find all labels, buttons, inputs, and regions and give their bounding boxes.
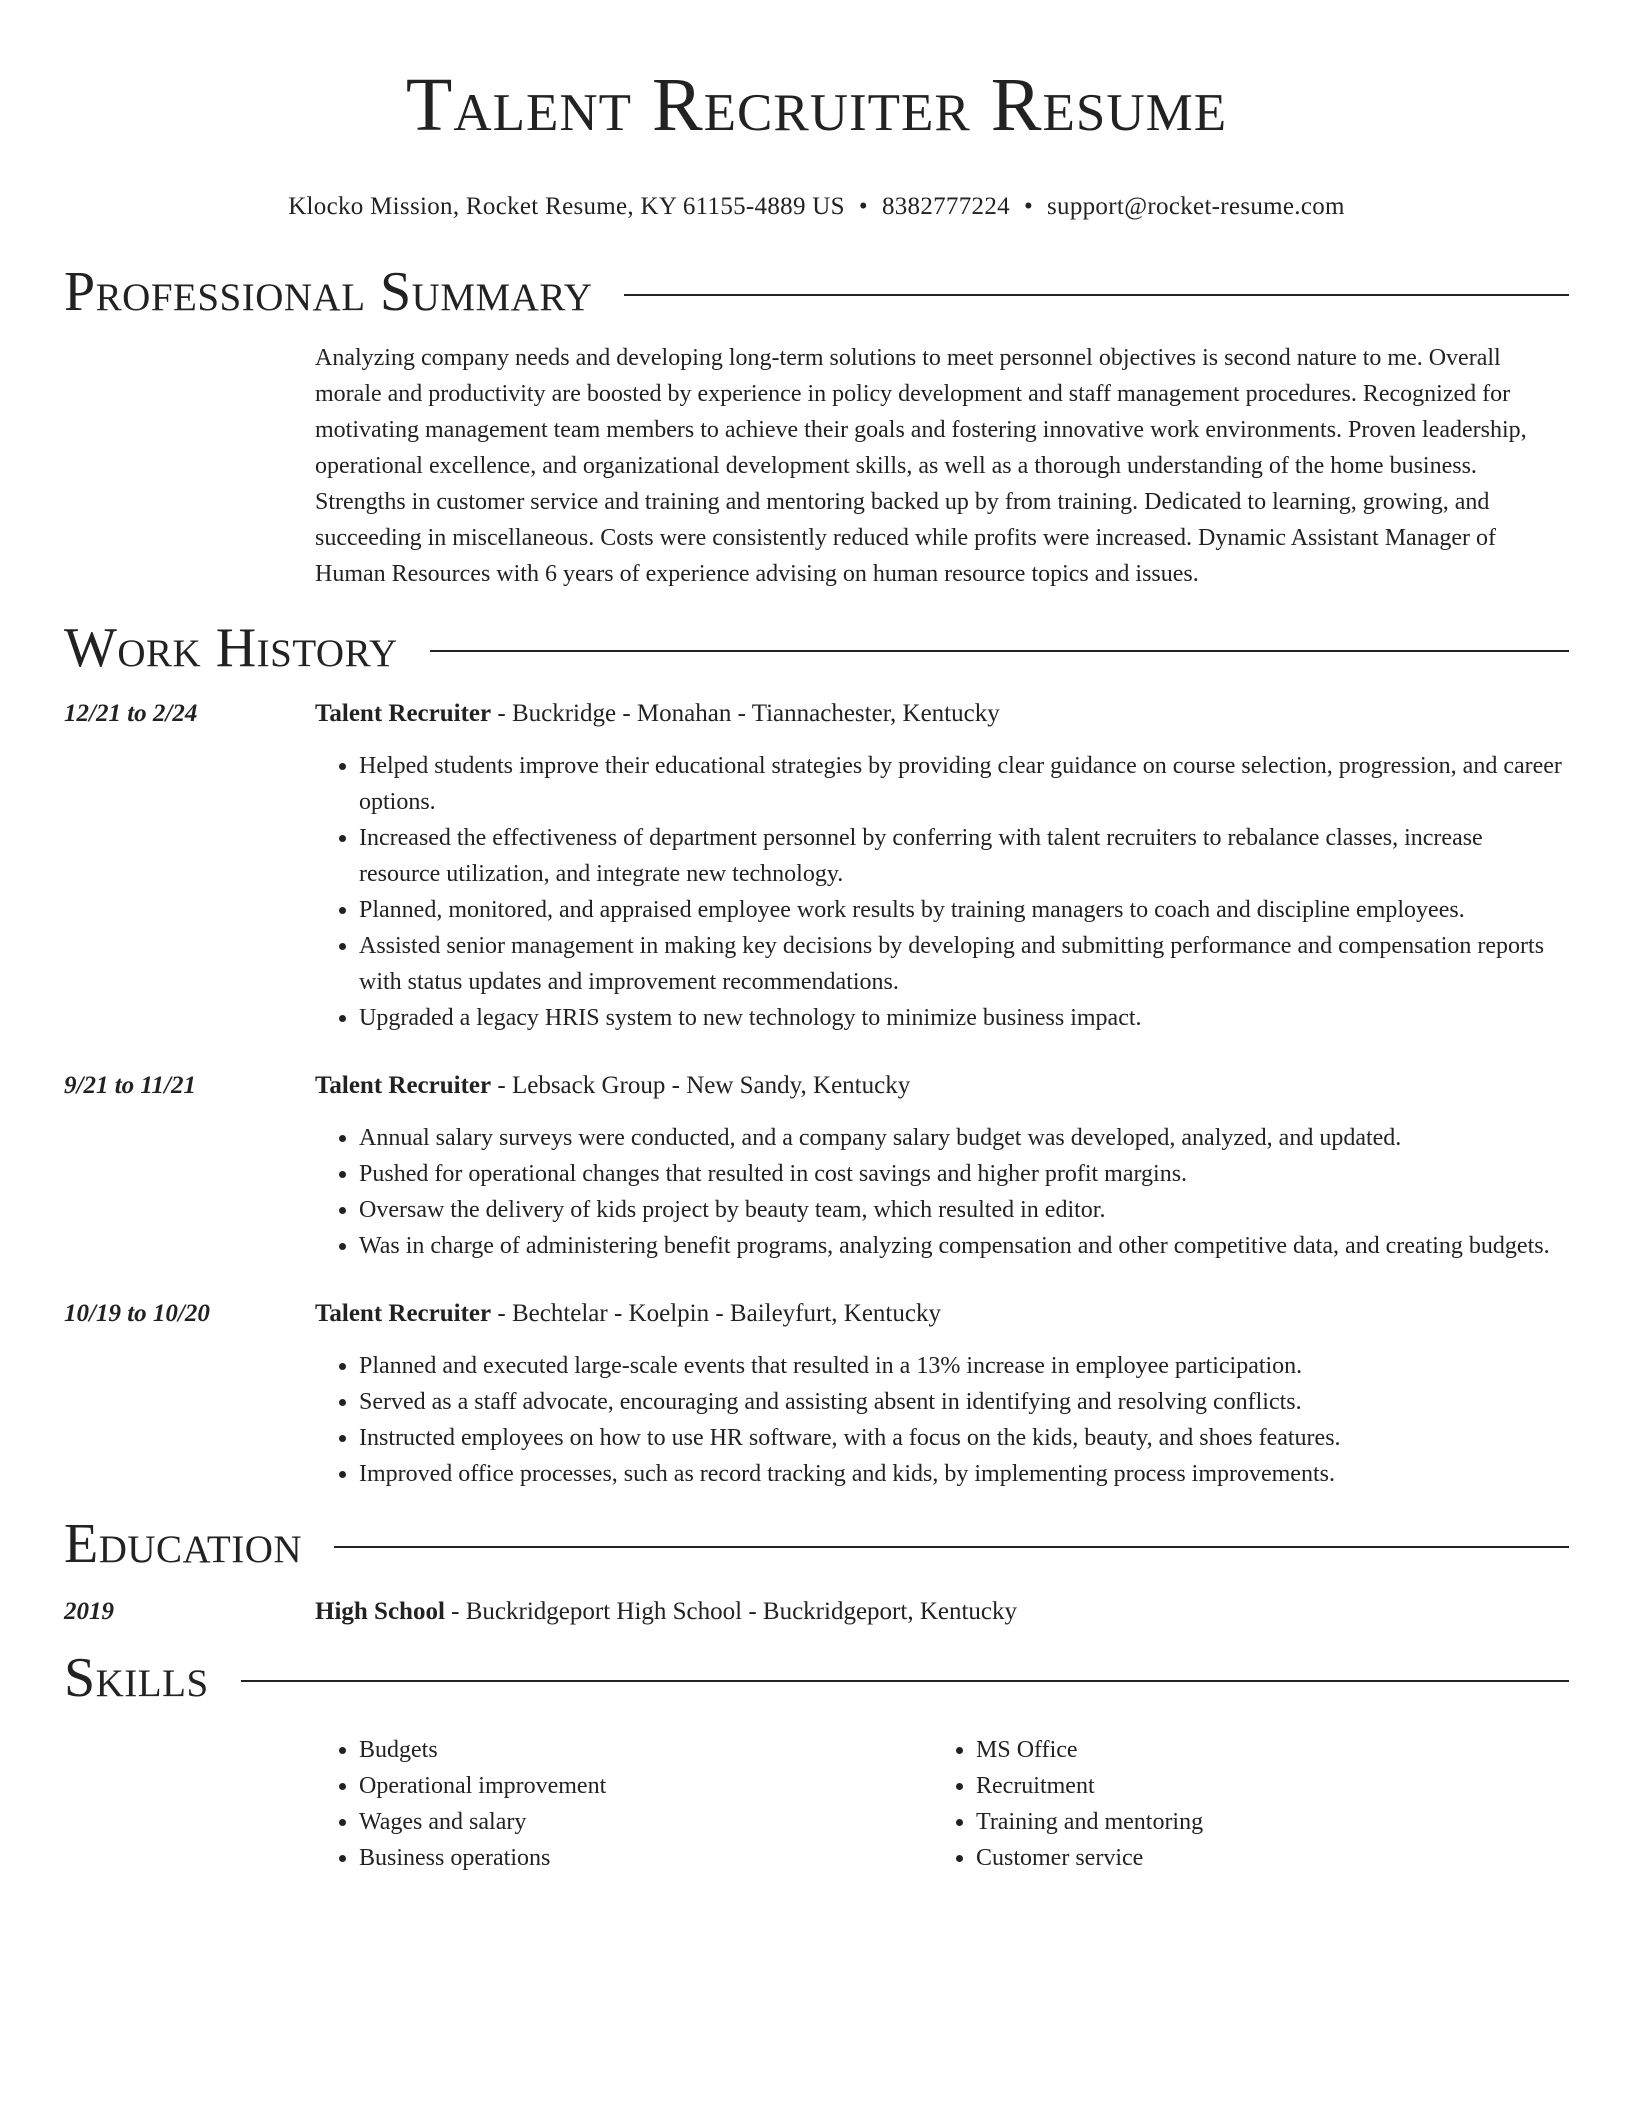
job-bullet: • Assisted senior management in making key decisions by developing and submitting performance and compensation reports with status updates and improvement recommendations. [359, 928, 1569, 1000]
job-title: Talent Recruiter [315, 700, 492, 727]
job-title-line [315, 1068, 1569, 1104]
work-section-header [64, 616, 1569, 680]
skill-item: • Customer service [976, 1840, 1549, 1876]
job-bullet: • Helped students improve their educational strategies by providing clear guidance on course selection, progression, and career options. [359, 748, 1569, 820]
section-divider [241, 1680, 1569, 1682]
job-header-row [64, 1068, 1569, 1104]
job-bullet: • Served as a staff advocate, encouraging and assisting absent in identifying and resolving conflicts. [359, 1384, 1569, 1420]
contact-phone: 8382777224 [881, 193, 1010, 220]
contact-separator: • [1023, 193, 1033, 220]
job-bullet: • Was in charge of administering benefit programs, analyzing compensation and other competitive data, and creating budgets. [359, 1228, 1569, 1264]
job-bullet: • Pushed for operational changes that resulted in cost savings and higher profit margins. [359, 1156, 1569, 1192]
job-title: Talent Recruiter [315, 1300, 492, 1327]
contact-address: Klocko Mission, Rocket Resume, KY 61155-4889 US [288, 193, 845, 220]
job-title-line [315, 1296, 1569, 1332]
education-line [315, 1594, 1569, 1630]
skills-row [64, 1732, 1569, 1876]
education-year: 2019 [64, 1598, 114, 1625]
skills-list-right [932, 1732, 1549, 1876]
job-entry [64, 1068, 1569, 1264]
skill-item: • Business operations [359, 1840, 932, 1876]
job-dates: 9/21 to 11/21 [64, 1072, 196, 1099]
contact-email: support@rocket-resume.com [1047, 193, 1345, 220]
job-bullet: • Planned, monitored, and appraised employee work results by training managers to coach and discipline employees. [359, 892, 1569, 928]
job-bullet: • Improved office processes, such as record tracking and kids, by implementing process improvements. [359, 1456, 1569, 1492]
job-bullet: • Increased the effectiveness of department personnel by conferring with talent recruiters to rebalance classes, increase resource utilization, and integrate new technology. [359, 820, 1569, 892]
job-title: Talent Recruiter [315, 1072, 492, 1099]
job-header-row [64, 696, 1569, 732]
job-bullet: • Planned and executed large-scale events that resulted in a 13% increase in employee participation. [359, 1348, 1569, 1384]
skills-list-left [315, 1732, 932, 1876]
job-details: - Bechtelar - Koelpin - Baileyfurt, Kentucky [491, 1300, 941, 1327]
education-details: - Buckridgeport High School - Buckridgeport, Kentucky [444, 1598, 1018, 1625]
education-entry [64, 1594, 1569, 1630]
job-bullets [315, 748, 1569, 1036]
job-bullets [315, 1120, 1569, 1264]
job-entry [64, 696, 1569, 1036]
job-bullet: • Upgraded a legacy HRIS system to new technology to minimize business impact. [359, 1000, 1569, 1036]
summary-text: Analyzing company needs and developing long-term solutions to meet personnel objectives is second nature to me. Overall morale and productivity are boosted by experience in policy development and staff management procedures. Recognized for motivating management team members to achieve their goals and fostering innovative work environments. Proven leadership, operational excellence, and organizational development skills, as well as a thorough understanding of the home business. Strengths in customer service and training and mentoring backed up by from training. Dedicated to learning, growing, and succeeding in miscellaneous. Costs were consistently reduced while profits were increased. Dynamic Assistant Manager of Human Resources with 6 years of experience advising on human resource topics and issues. [315, 345, 1527, 587]
job-title-line [315, 696, 1569, 732]
skill-item: • MS Office [976, 1732, 1549, 1768]
skills-heading: Skills [64, 1647, 209, 1709]
job-details: - Lebsack Group - New Sandy, Kentucky [491, 1072, 911, 1099]
section-divider [334, 1546, 1569, 1548]
job-bullet: • Instructed employees on how to use HR software, with a focus on the kids, beauty, and shoes features. [359, 1420, 1569, 1456]
skill-item: • Wages and salary [359, 1804, 932, 1840]
education-degree: High School [315, 1598, 445, 1625]
contact-line [64, 192, 1569, 222]
skill-item: • Operational improvement [359, 1768, 932, 1804]
job-bullet: • Oversaw the delivery of kids project by beauty team, which resulted in editor. [359, 1192, 1569, 1228]
skills-grid [315, 1732, 1549, 1876]
skill-item: • Recruitment [976, 1768, 1549, 1804]
summary-heading: Professional Summary [64, 261, 593, 323]
section-divider [624, 294, 1569, 296]
skill-item: • Budgets [359, 1732, 932, 1768]
education-heading: Education [64, 1513, 303, 1575]
education-section-header [64, 1512, 1569, 1576]
job-dates: 10/19 to 10/20 [64, 1300, 210, 1327]
job-dates: 12/21 to 2/24 [64, 700, 198, 727]
section-divider [430, 650, 1569, 652]
resume-page [64, 0, 1569, 1876]
work-heading: Work History [64, 617, 398, 679]
skills-section-header [64, 1646, 1569, 1710]
job-bullet: • Annual salary surveys were conducted, and a company salary budget was developed, analyzed, and updated. [359, 1120, 1569, 1156]
summary-section-header [64, 260, 1569, 324]
job-header-row [64, 1296, 1569, 1332]
job-entry [64, 1296, 1569, 1492]
contact-separator: • [858, 193, 868, 220]
job-list [64, 696, 1569, 1492]
summary-row [64, 340, 1569, 592]
skill-item: • Training and mentoring [976, 1804, 1549, 1840]
job-bullets [315, 1348, 1569, 1492]
resume-title: Talent Recruiter Resume [405, 63, 1228, 147]
job-details: - Buckridge - Monahan - Tiannachester, Kentucky [491, 700, 1000, 727]
